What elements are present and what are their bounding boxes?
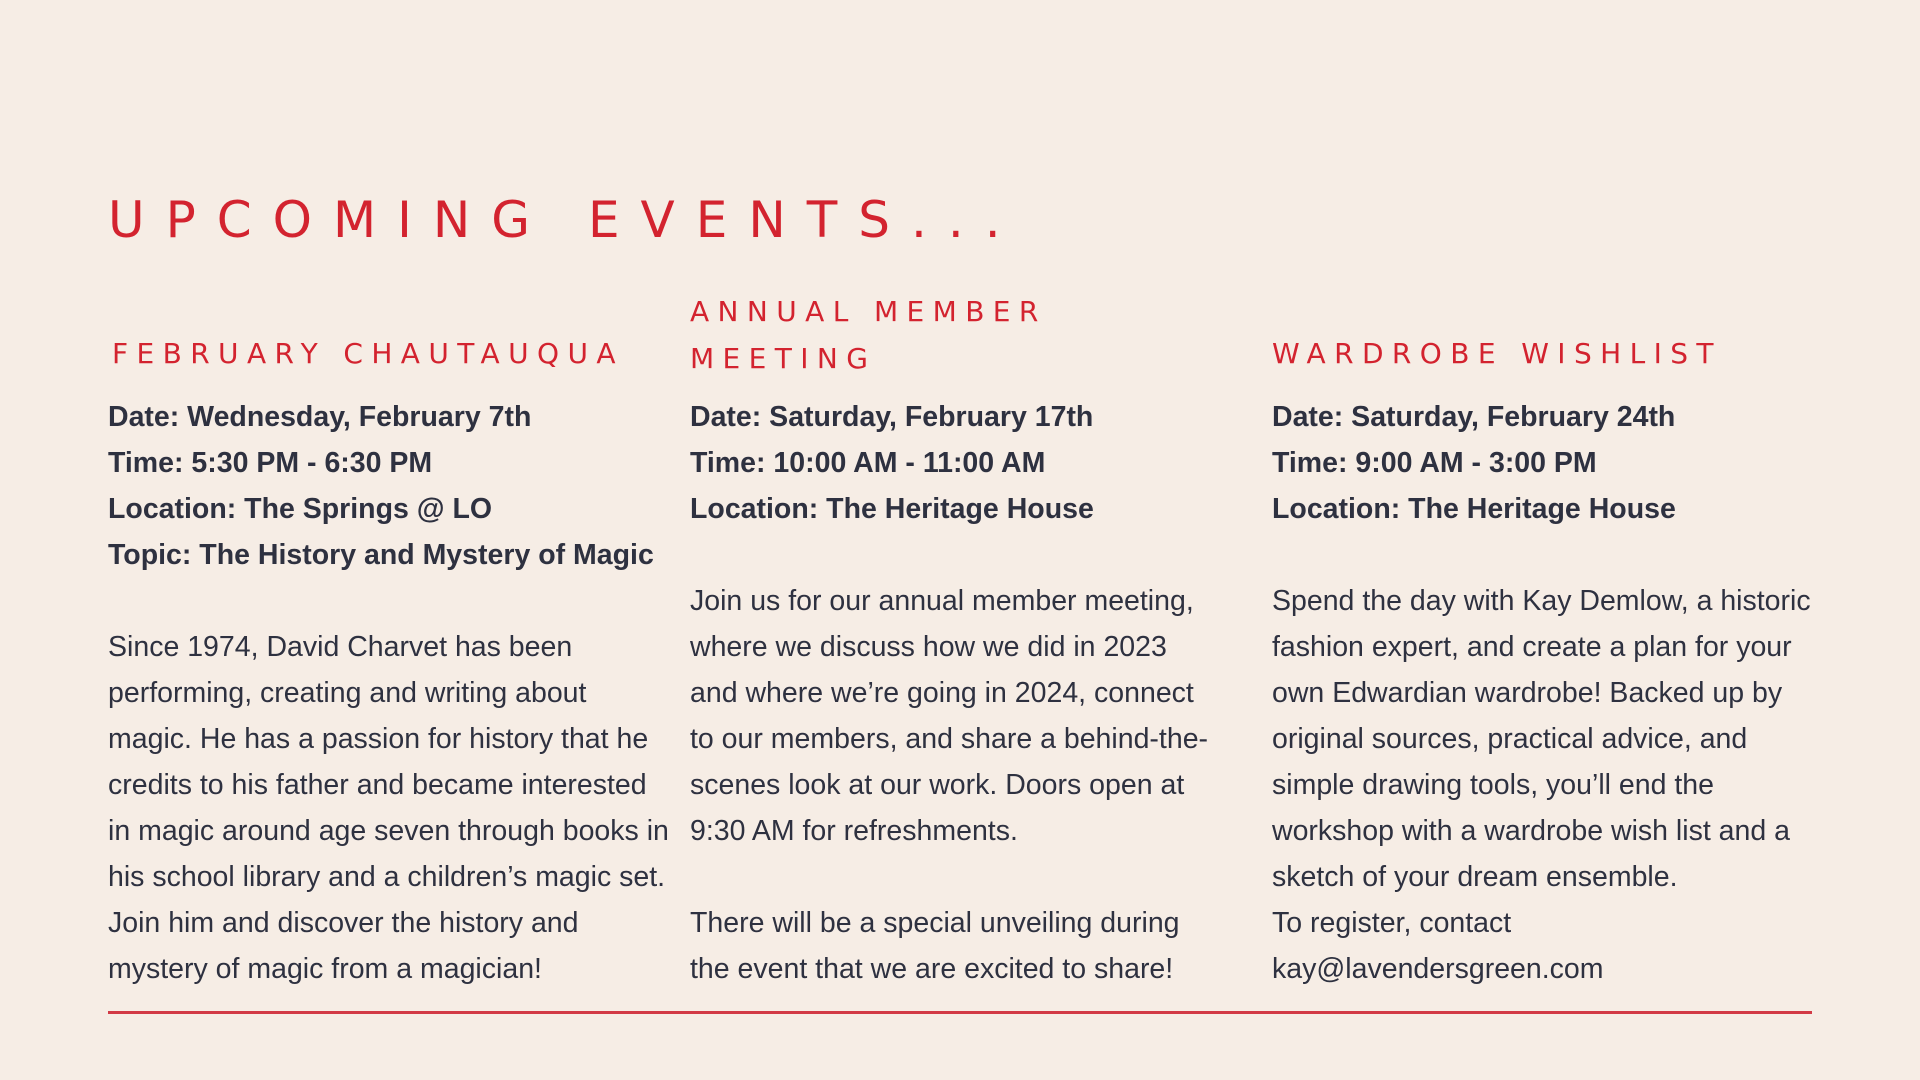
event-description xyxy=(108,624,708,992)
note-line: the event that we are excited to share! xyxy=(690,953,1174,985)
description-line: magic. He has a passion for history that he xyxy=(108,723,649,755)
event-body xyxy=(1272,394,1872,992)
register-line: To register, contact xyxy=(1272,907,1512,939)
event-title: WARDROBE WISHLIST xyxy=(1272,337,1722,370)
divider-line xyxy=(108,1011,1812,1014)
event-register xyxy=(1272,900,1872,992)
description-line: Join him and discover the history and xyxy=(108,907,579,939)
description-line: mystery of magic from a magician! xyxy=(108,953,542,985)
event-details xyxy=(1272,394,1872,532)
event-details xyxy=(108,394,708,578)
event-title-line: MEETING xyxy=(690,342,877,375)
description-line: performing, creating and writing about xyxy=(108,677,587,709)
spacer xyxy=(1272,532,1872,578)
event-description xyxy=(690,578,1290,854)
spacer xyxy=(690,854,1290,900)
description-line: his school library and a children’s magic set. xyxy=(108,861,666,893)
description-line: credits to his father and became interested xyxy=(108,769,647,801)
description-line: workshop with a wardrobe wish list and a xyxy=(1272,815,1790,847)
description-line: simple drawing tools, you’ll end the xyxy=(1272,769,1714,801)
event-date: Date: Saturday, February 24th xyxy=(1272,401,1676,433)
description-line: Spend the day with Kay Demlow, a historic xyxy=(1272,585,1811,617)
description-line: and where we’re going in 2024, connect xyxy=(690,677,1194,709)
page-title: UPCOMING EVENTS... xyxy=(108,191,1022,249)
event-note xyxy=(690,900,1290,992)
description-line: own Edwardian wardrobe! Backed up by xyxy=(1272,677,1783,709)
event-topic: Topic: The History and Mystery of Magic xyxy=(108,539,654,571)
event-date: Date: Wednesday, February 7th xyxy=(108,401,532,433)
description-line: sketch of your dream ensemble. xyxy=(1272,861,1678,893)
register-email[interactable]: kay@lavendersgreen.com xyxy=(1272,953,1604,985)
event-time: Time: 9:00 AM - 3:00 PM xyxy=(1272,447,1597,479)
description-line: to our members, and share a behind-the- xyxy=(690,723,1209,755)
event-date: Date: Saturday, February 17th xyxy=(690,401,1094,433)
spacer xyxy=(108,578,708,624)
event-title-line: ANNUAL MEMBER xyxy=(690,295,1047,328)
event-location: Location: The Heritage House xyxy=(1272,493,1676,525)
event-location: Location: The Springs @ LO xyxy=(108,493,493,525)
description-line: Join us for our annual member meeting, xyxy=(690,585,1194,617)
event-time: Time: 5:30 PM - 6:30 PM xyxy=(108,447,433,479)
event-details xyxy=(690,394,1290,532)
description-line: original sources, practical advice, and xyxy=(1272,723,1748,755)
event-title xyxy=(690,288,1250,382)
description-line: 9:30 AM for refreshments. xyxy=(690,815,1018,847)
description-line: fashion expert, and create a plan for your xyxy=(1272,631,1792,663)
description-line: Since 1974, David Charvet has been xyxy=(108,631,573,663)
description-line: in magic around age seven through books in xyxy=(108,815,669,847)
event-body xyxy=(690,394,1290,992)
event-description xyxy=(1272,578,1872,900)
event-body xyxy=(108,394,708,992)
spacer xyxy=(690,532,1290,578)
event-location: Location: The Heritage House xyxy=(690,493,1094,525)
description-line: scenes look at our work. Doors open at xyxy=(690,769,1185,801)
description-line: where we discuss how we did in 2023 xyxy=(690,631,1167,663)
event-time: Time: 10:00 AM - 11:00 AM xyxy=(690,447,1046,479)
event-title: FEBRUARY CHAUTAUQUA xyxy=(112,337,624,370)
note-line: There will be a special unveiling during xyxy=(690,907,1180,939)
